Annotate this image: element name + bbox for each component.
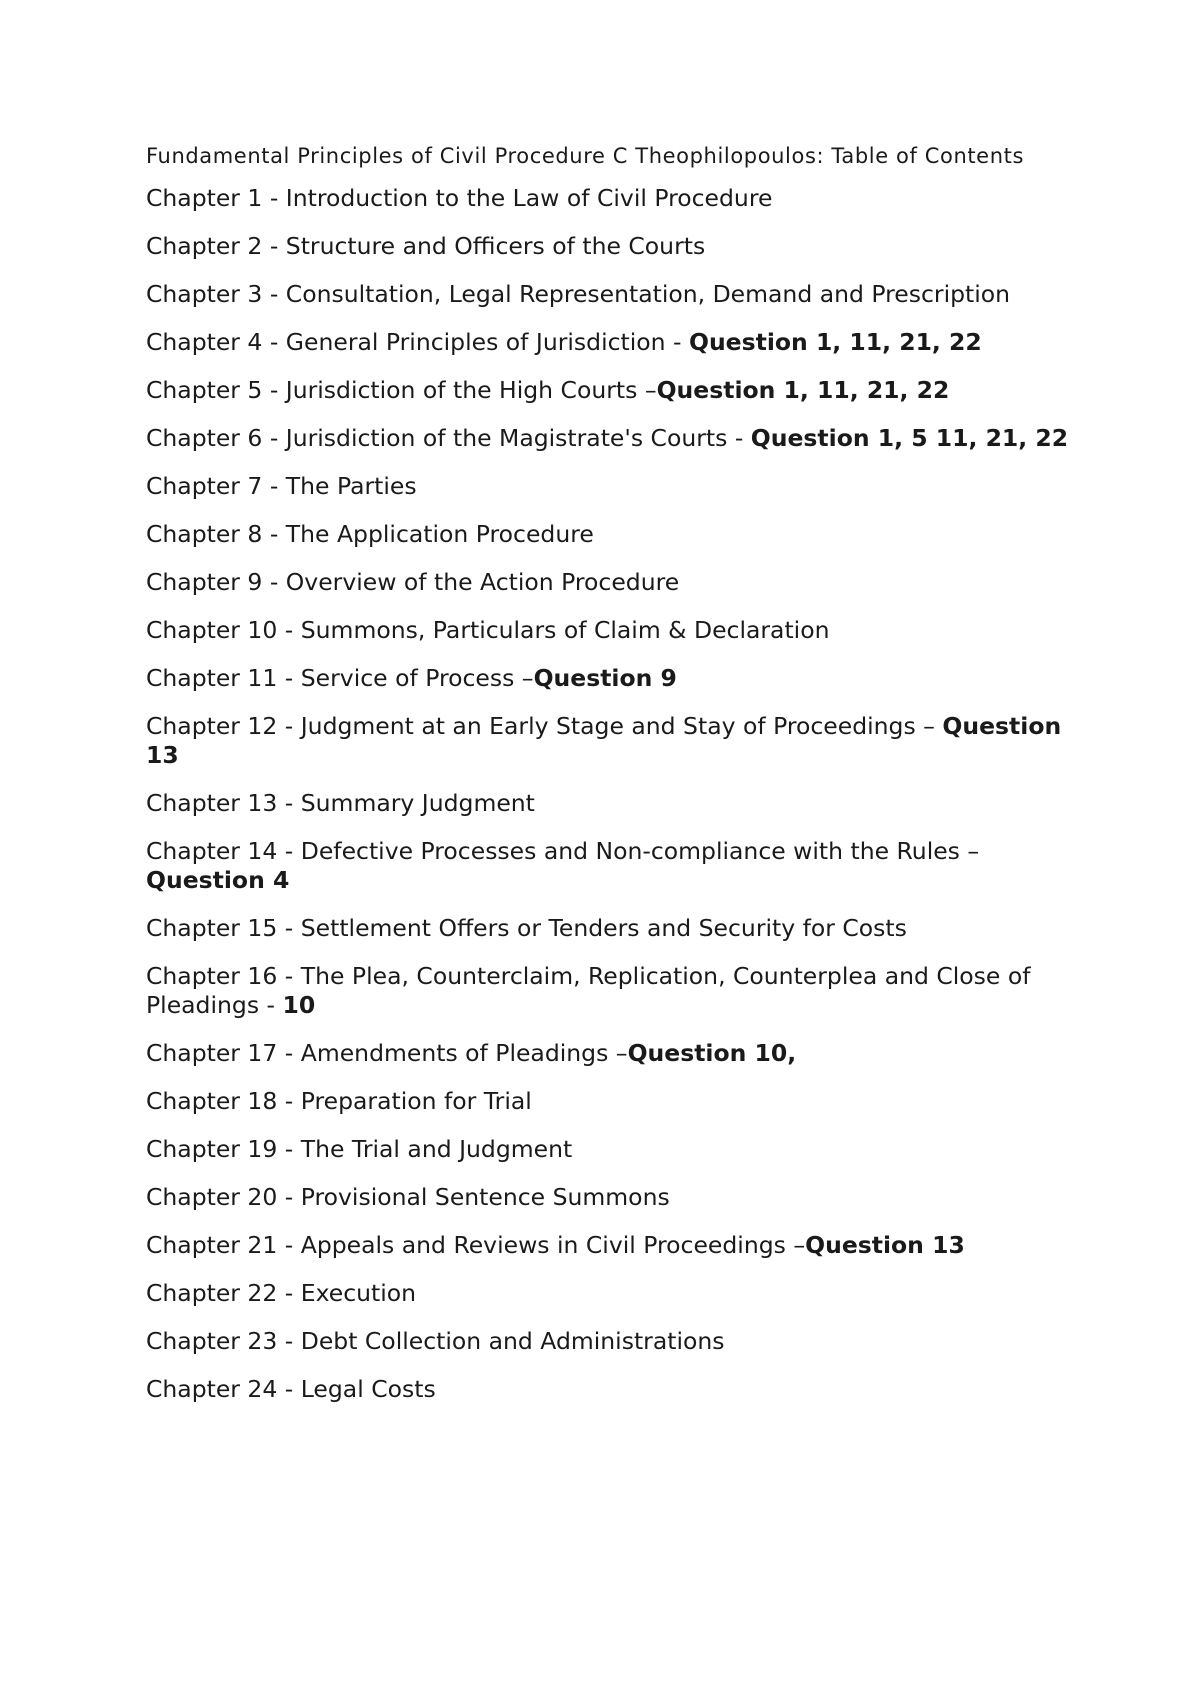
entry-questions: Question 9 [533,664,677,692]
document-title: Fundamental Principles of Civil Procedure C Theophilopoulos: Table of Contents [146,144,1024,168]
entry-text: Chapter 19 - The Trial and Judgment [146,1135,573,1163]
toc-entry-chapter-20 [146,1183,1076,1212]
entry-text: Chapter 21 - Appeals and Reviews in Civil Proceedings – [146,1231,806,1259]
entry-text: Chapter 16 - The Plea, Counterclaim, Replication, Counterplea and Close of Pleadings - [146,962,1031,1019]
entry-text: Chapter 15 - Settlement Offers or Tenders and Security for Costs [146,914,907,942]
entry-questions: Question 13 [805,1231,965,1259]
entry-questions: 10 [282,991,316,1019]
toc-entry-chapter-2 [146,232,1076,261]
toc-entry-chapter-1 [146,184,1076,213]
toc-entry-chapter-19 [146,1135,1076,1164]
entry-questions: Question 4 [146,866,290,894]
entry-text: Chapter 6 - Jurisdiction of the Magistrate's Courts - [146,424,751,452]
entry-text: Chapter 14 - Defective Processes and Non-compliance with the Rules – [146,837,980,865]
entry-text: Chapter 1 - Introduction to the Law of Civil Procedure [146,184,773,212]
toc-entry-chapter-17 [146,1039,1076,1068]
entry-questions: Question 1, 5 11, 21, 22 [750,424,1069,452]
toc-entry-chapter-13 [146,789,1076,818]
toc-entry-chapter-16 [146,962,1076,1020]
entry-text: Chapter 11 - Service of Process – [146,664,534,692]
document-page [146,142,1076,1423]
toc-entry-chapter-24 [146,1375,1076,1404]
toc-entry-chapter-15 [146,914,1076,943]
entry-text: Chapter 17 - Amendments of Pleadings – [146,1039,628,1067]
toc-entry-chapter-9 [146,568,1076,597]
toc-entry-chapter-6 [146,424,1076,453]
toc-entry-chapter-22 [146,1279,1076,1308]
entry-text: Chapter 22 - Execution [146,1279,417,1307]
entry-text: Chapter 13 - Summary Judgment [146,789,535,817]
toc-entry-chapter-3 [146,280,1076,309]
entry-questions: Question 1, 11, 21, 22 [656,376,950,404]
entry-text: Chapter 10 - Summons, Particulars of Claim & Declaration [146,616,830,644]
toc-entry-chapter-14 [146,837,1076,895]
entry-text: Chapter 7 - The Parties [146,472,417,500]
entry-text: Chapter 2 - Structure and Officers of the Courts [146,232,706,260]
entry-questions: Question 10, [627,1039,797,1067]
entry-text: Chapter 23 - Debt Collection and Administrations [146,1327,725,1355]
entry-text: Chapter 24 - Legal Costs [146,1375,436,1403]
entry-text: Chapter 18 - Preparation for Trial [146,1087,532,1115]
toc-entry-chapter-23 [146,1327,1076,1356]
entry-text: Chapter 4 - General Principles of Jurisdiction - [146,328,689,356]
entry-text: Chapter 9 - Overview of the Action Procedure [146,568,680,596]
toc-entry-chapter-12 [146,712,1076,770]
entry-questions: Question 13 [146,712,1062,769]
entry-text: Chapter 8 - The Application Procedure [146,520,594,548]
toc-entry-chapter-21 [146,1231,1076,1260]
toc-entry-chapter-10 [146,616,1076,645]
entry-text: Chapter 5 - Jurisdiction of the High Courts – [146,376,657,404]
toc-entry-chapter-5 [146,376,1076,405]
entry-text: Chapter 20 - Provisional Sentence Summons [146,1183,670,1211]
entry-questions: Question 1, 11, 21, 22 [688,328,982,356]
toc-entry-chapter-18 [146,1087,1076,1116]
entry-text: Chapter 3 - Consultation, Legal Representation, Demand and Prescription [146,280,1011,308]
toc-entry-chapter-11 [146,664,1076,693]
toc-entry-chapter-8 [146,520,1076,549]
toc-entry-chapter-4 [146,328,1076,357]
toc-entry-chapter-7 [146,472,1076,501]
entry-text: Chapter 12 - Judgment at an Early Stage and Stay of Proceedings – [146,712,943,740]
